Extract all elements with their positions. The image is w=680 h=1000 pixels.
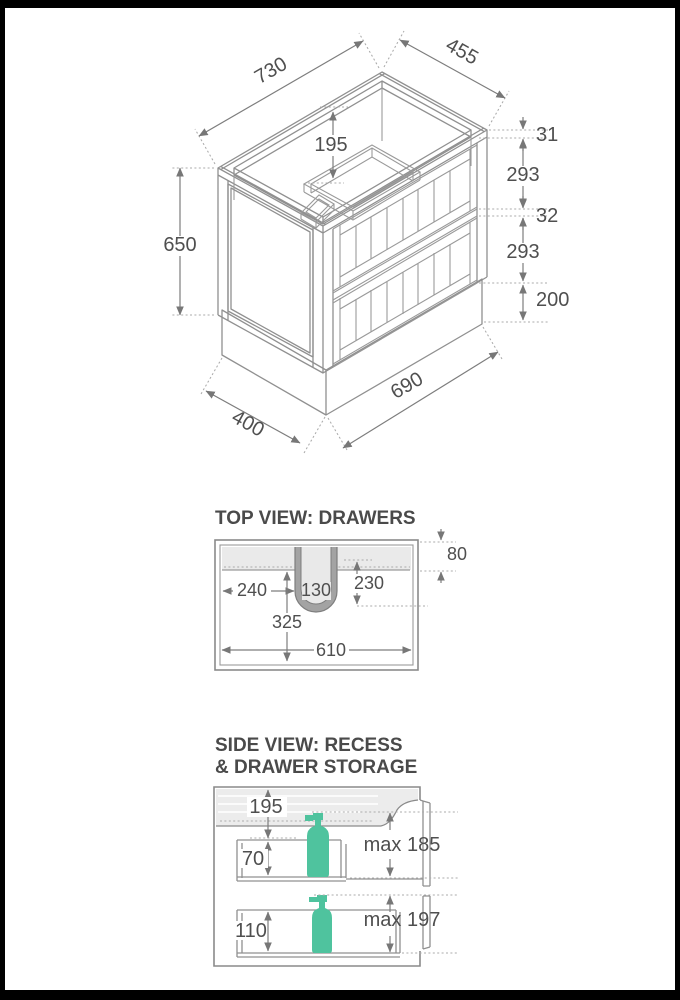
side-view bbox=[214, 735, 458, 966]
dim-label-top-width: 730 bbox=[251, 52, 291, 89]
side-view-title-line1: SIDE VIEW: RECESS bbox=[215, 735, 403, 756]
pump-bottle-bottom-drawer bbox=[309, 895, 332, 953]
dim-label-left-clearance: 240 bbox=[236, 580, 268, 600]
isometric-view bbox=[163, 31, 569, 453]
dim-label-bottom-drawer-internal: 110 bbox=[235, 920, 267, 942]
dim-label-recess-cut-depth: 230 bbox=[353, 573, 385, 593]
dim-label-recess-depth: 195 bbox=[314, 134, 348, 156]
dim-label-recess-width: 130 bbox=[300, 580, 332, 600]
top-view bbox=[215, 508, 467, 670]
dim-label-base-depth: 400 bbox=[227, 406, 268, 442]
dim-label-rim-height: 31 bbox=[536, 124, 559, 146]
side-view-title-line2: & DRAWER STORAGE bbox=[215, 757, 418, 778]
dim-label-internal-depth: 325 bbox=[271, 612, 303, 632]
dim-label-drawer1-height: 293 bbox=[506, 164, 540, 186]
top-view-title: TOP VIEW: DRAWERS bbox=[215, 508, 416, 529]
dim-label-max-height-top: max 185 bbox=[363, 834, 441, 856]
dim-label-max-height-bottom: max 197 bbox=[363, 909, 441, 931]
dim-line-690 bbox=[343, 352, 498, 448]
dim-label-drawer-gap: 32 bbox=[536, 205, 559, 227]
dim-label-recess-depth-side: 195 bbox=[249, 796, 283, 818]
dim-label-base-width: 690 bbox=[387, 367, 427, 404]
dim-label-top-drawer-internal: 70 bbox=[241, 848, 265, 870]
dim-label-back-rail: 80 bbox=[447, 544, 468, 564]
dim-label-internal-width: 610 bbox=[315, 640, 347, 660]
dim-label-plinth-height: 200 bbox=[536, 289, 570, 311]
dim-label-carcass-height: 650 bbox=[163, 234, 197, 256]
dim-label-drawer2-height: 293 bbox=[506, 241, 540, 263]
dim-label-top-depth: 455 bbox=[441, 34, 482, 70]
